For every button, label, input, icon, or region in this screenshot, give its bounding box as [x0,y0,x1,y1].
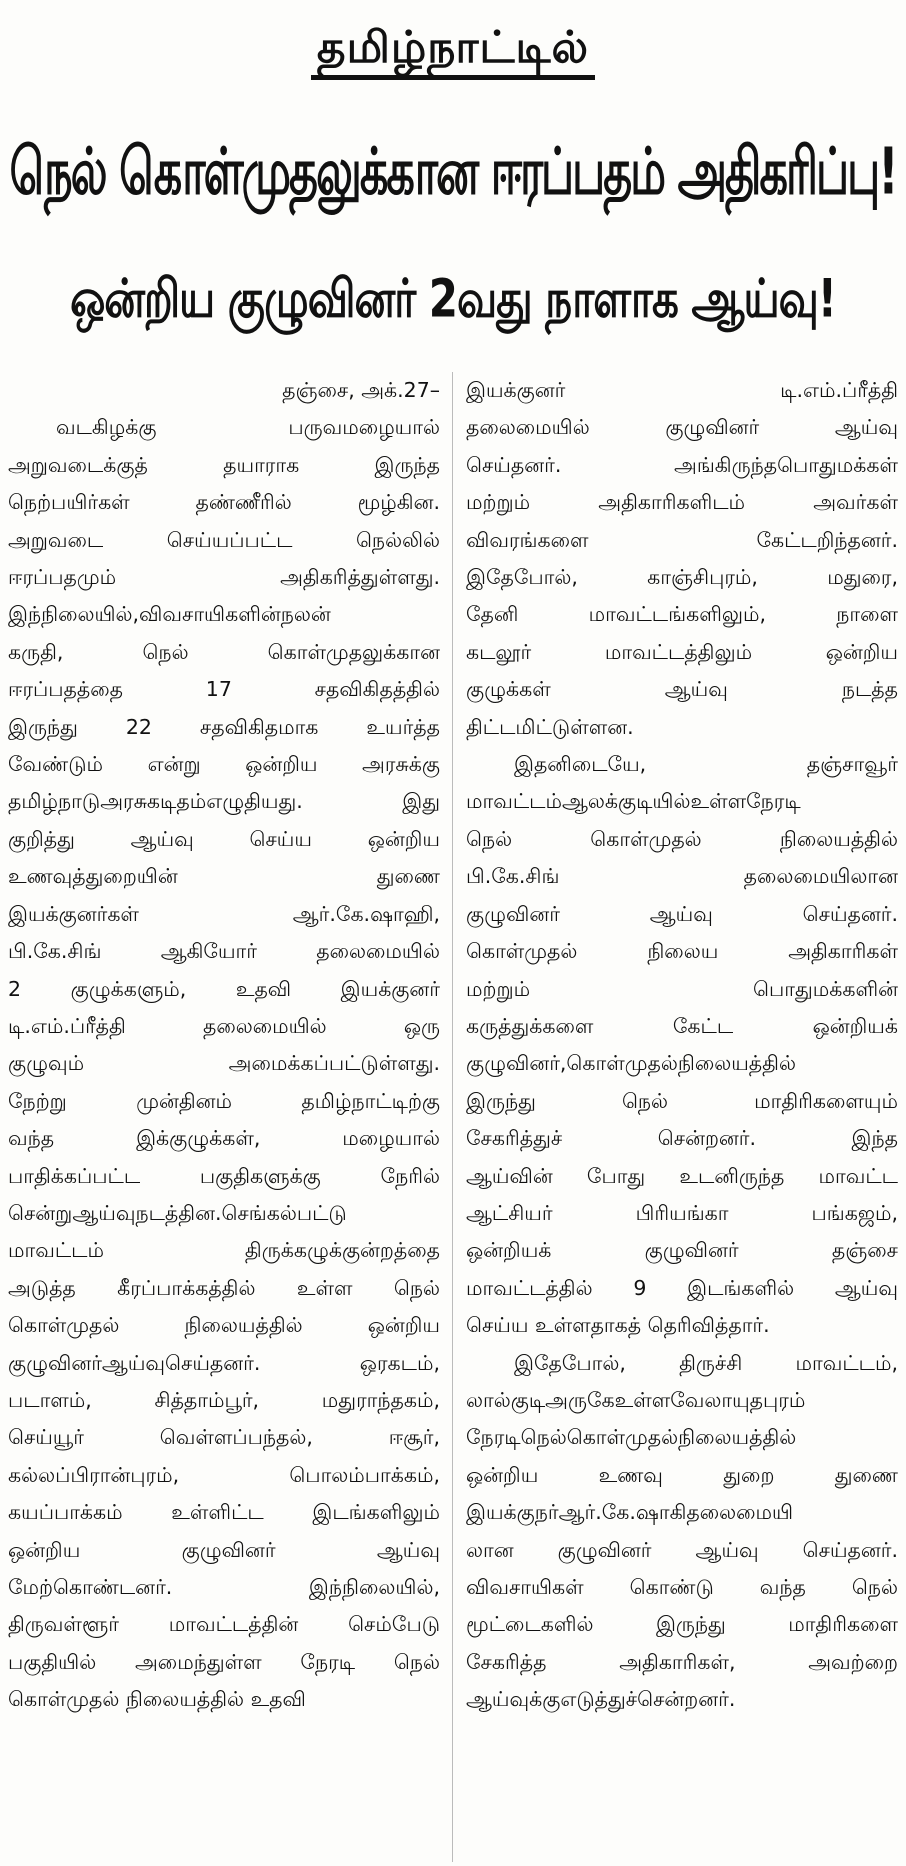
article-line: கருதி, நெல் கொள்முதலுக்கான [8,639,440,664]
column-divider [452,372,453,1862]
article-column-right [466,372,898,1862]
article-line: பி.கே.சிங் ஆகியோர் தலைமையில் [8,939,440,964]
article-line: ஆட்சியர் பிரியங்கா பங்கஜம், [466,1200,898,1225]
article-line: நெல் கொள்முதல் நிலையத்தில் [466,826,898,851]
article-line: மேற்கொண்டனர். இந்நிலையில், [8,1575,440,1599]
article-line: ஒன்றிய குழுவினர் ஆய்வு [8,1537,440,1562]
article-line: கல்லப்பிரான்புரம், பொலம்பாக்கம், [8,1462,440,1487]
article-line: நேற்று முன்தினம் தமிழ்நாட்டிற்கு [8,1088,440,1113]
article-line: இதனிடையே, தஞ்சாவூர் [514,752,898,777]
article-line: நெற்பயிர்கள் தண்ணீரில் மூழ்கின. [8,490,440,515]
article-line: விவசாயிகள் கொண்டு வந்த நெல் [466,1575,898,1599]
article-line: கொள்முதல் நிலையத்தில் ஒன்றிய [8,1313,440,1338]
article-line: தமிழ்நாடுஅரசுகடிதம்எழுதியது. இது [8,789,440,814]
article-line: பி.கே.சிங் தலைமையிலான [466,864,898,889]
article-line: தேனி மாவட்டங்களிலும், நாளை [466,602,898,627]
article-line: குழுவினர்ஆய்வுசெய்தனர். ஒரகடம், [8,1350,440,1375]
article-line: அடுத்த கீரப்பாக்கத்தில் உள்ள நெல் [8,1275,440,1300]
article-line: ஆய்வுக்குஎடுத்துச்சென்றனர். [466,1687,736,1712]
article-line: கருத்துக்களை கேட்ட ஒன்றியக் [466,1013,898,1038]
article-line: மாவட்டத்தில் 9 இடங்களில் ஆய்வு [466,1275,898,1300]
article-line: இந்நிலையில்,விவசாயிகளின்நலன் [8,602,331,627]
kicker-heading [0,18,906,78]
article-line: மற்றும் பொதுமக்களின் [466,976,898,1001]
article-line: வேண்டும் என்று ஒன்றிய அரசுக்கு [8,752,440,777]
article-line: வடகிழக்கு பருவமழையால் [56,415,440,440]
article-line: செய்யூர் வெள்ளப்பந்தல், ஈசூர், [8,1425,440,1450]
article-line: அறுவடைக்குத் தயாராக இருந்த [8,452,440,477]
article-line: விவரங்களை கேட்டறிந்தனர். [466,527,898,552]
article-line: சேகரித்துச் சென்றனர். இந்த [466,1126,898,1151]
article-line: சேகரித்த அதிகாரிகள், அவற்றை [466,1649,898,1674]
article-line: குறித்து ஆய்வு செய்ய ஒன்றிய [8,826,440,851]
article-line: பகுதியில் அமைந்துள்ள நேரடி நெல் [8,1649,440,1674]
article-line: குழுவினர்,கொள்முதல்நிலையத்தில் [466,1051,796,1076]
article-line: ஈரப்பதத்தை 17 சதவிகிதத்தில் [8,677,440,702]
article-line: இருந்து நெல் மாதிரிகளையும் [466,1088,898,1113]
article-line: அறுவடை செய்யப்பட்ட நெல்லில் [8,527,440,552]
article-line: குழுவும் அமைக்கப்பட்டுள்ளது. [8,1051,440,1076]
headline: நெல் கொள்முதலுக்கான ஈரப்பதம் அதிகரிப்பு! [9,135,897,210]
article-line: செய்தனர். அங்கிருந்தபொதுமக்கள் [466,452,898,477]
article-line: மூட்டைகளில் இருந்து மாதிரிகளை [466,1612,898,1637]
article-line: இதேபோல், காஞ்சிபுரம், மதுரை, [466,565,898,590]
article-body [8,372,900,1862]
article-line: டி.எம்.ப்ரீத்தி தலைமையில் ஒரு [8,1013,440,1038]
article-line: மற்றும் அதிகாரிகளிடம் அவர்கள் [466,490,898,515]
article-line: தஞ்சை, அக்.27– [282,378,440,402]
article-line: கொள்முதல் நிலைய அதிகாரிகள் [466,939,898,964]
article-line: வந்த இக்குழுக்கள், மழையால் [8,1126,440,1151]
article-line: மாவட்டம்ஆலக்குடியில்உள்ளநேரடி [466,789,801,814]
article-line: ஆய்வின் போது உடனிருந்த மாவட்ட [466,1163,898,1188]
article-line: குழுவினர் ஆய்வு செய்தனர். [466,901,898,926]
article-column-left [8,372,440,1862]
article-line: செய்ய உள்ளதாகத் தெரிவித்தார். [466,1313,770,1338]
article-line: கொள்முதல் நிலையத்தில் உதவி [8,1687,306,1712]
article-line: மாவட்டம் திருக்கழுக்குன்றத்தை [8,1238,440,1263]
article-line: ஈரப்பதமும் அதிகரித்துள்ளது. [8,565,440,590]
article-line: இயக்குனர்கள் ஆர்.கே.ஷாஹி, [8,901,440,926]
article-line: இயக்குனர் டி.எம்.ப்ரீத்தி [466,378,898,402]
article-line: நேரடிநெல்கொள்முதல்நிலையத்தில் [466,1425,797,1450]
article-line: தலைமையில் குழுவினர் ஆய்வு [466,415,898,440]
article-line: குழுக்கள் ஆய்வு நடத்த [466,677,898,702]
article-line: இதேபோல், திருச்சி மாவட்டம், [514,1350,898,1375]
article-line: படாளம், சித்தாம்பூர், மதுராந்தகம், [8,1387,440,1412]
kicker-text: தமிழ்நாட்டில் [311,22,595,80]
article-line: கடலூர் மாவட்டத்திலும் ஒன்றிய [466,639,898,664]
article-line: 2 குழுக்களும், உதவி இயக்குனர் [8,976,440,1001]
article-line: இயக்குநர்ஆர்.கே.ஷாகிதலைமையி [466,1500,794,1525]
subheadline: ஒன்றிய குழுவினர் 2வது நாளாக ஆய்வு! [70,267,836,329]
article-line: உணவுத்துறையின் துணை [8,864,440,889]
article-line: ஒன்றியக் குழுவினர் தஞ்சை [466,1238,898,1263]
article-line: பாதிக்கப்பட்ட பகுதிகளுக்கு நேரில் [8,1163,440,1188]
article-line: லான குழுவினர் ஆய்வு செய்தனர். [466,1537,898,1562]
article-line: ஒன்றிய உணவு துறை துணை [466,1462,898,1487]
article-line: திருவள்ளூர் மாவட்டத்தின் செம்பேடு [8,1612,440,1637]
article-line: திட்டமிட்டுள்ளன. [466,714,634,739]
article-line: லால்குடிஅருகேஉள்ளவேலாயுதபுரம் [466,1387,806,1412]
article-line: இருந்து 22 சதவிகிதமாக உயர்த்த [8,714,440,739]
article-line: கயப்பாக்கம் உள்ளிட்ட இடங்களிலும் [8,1500,440,1525]
article-line: சென்றுஆய்வுநடத்தின.செங்கல்பட்டு [8,1200,347,1225]
